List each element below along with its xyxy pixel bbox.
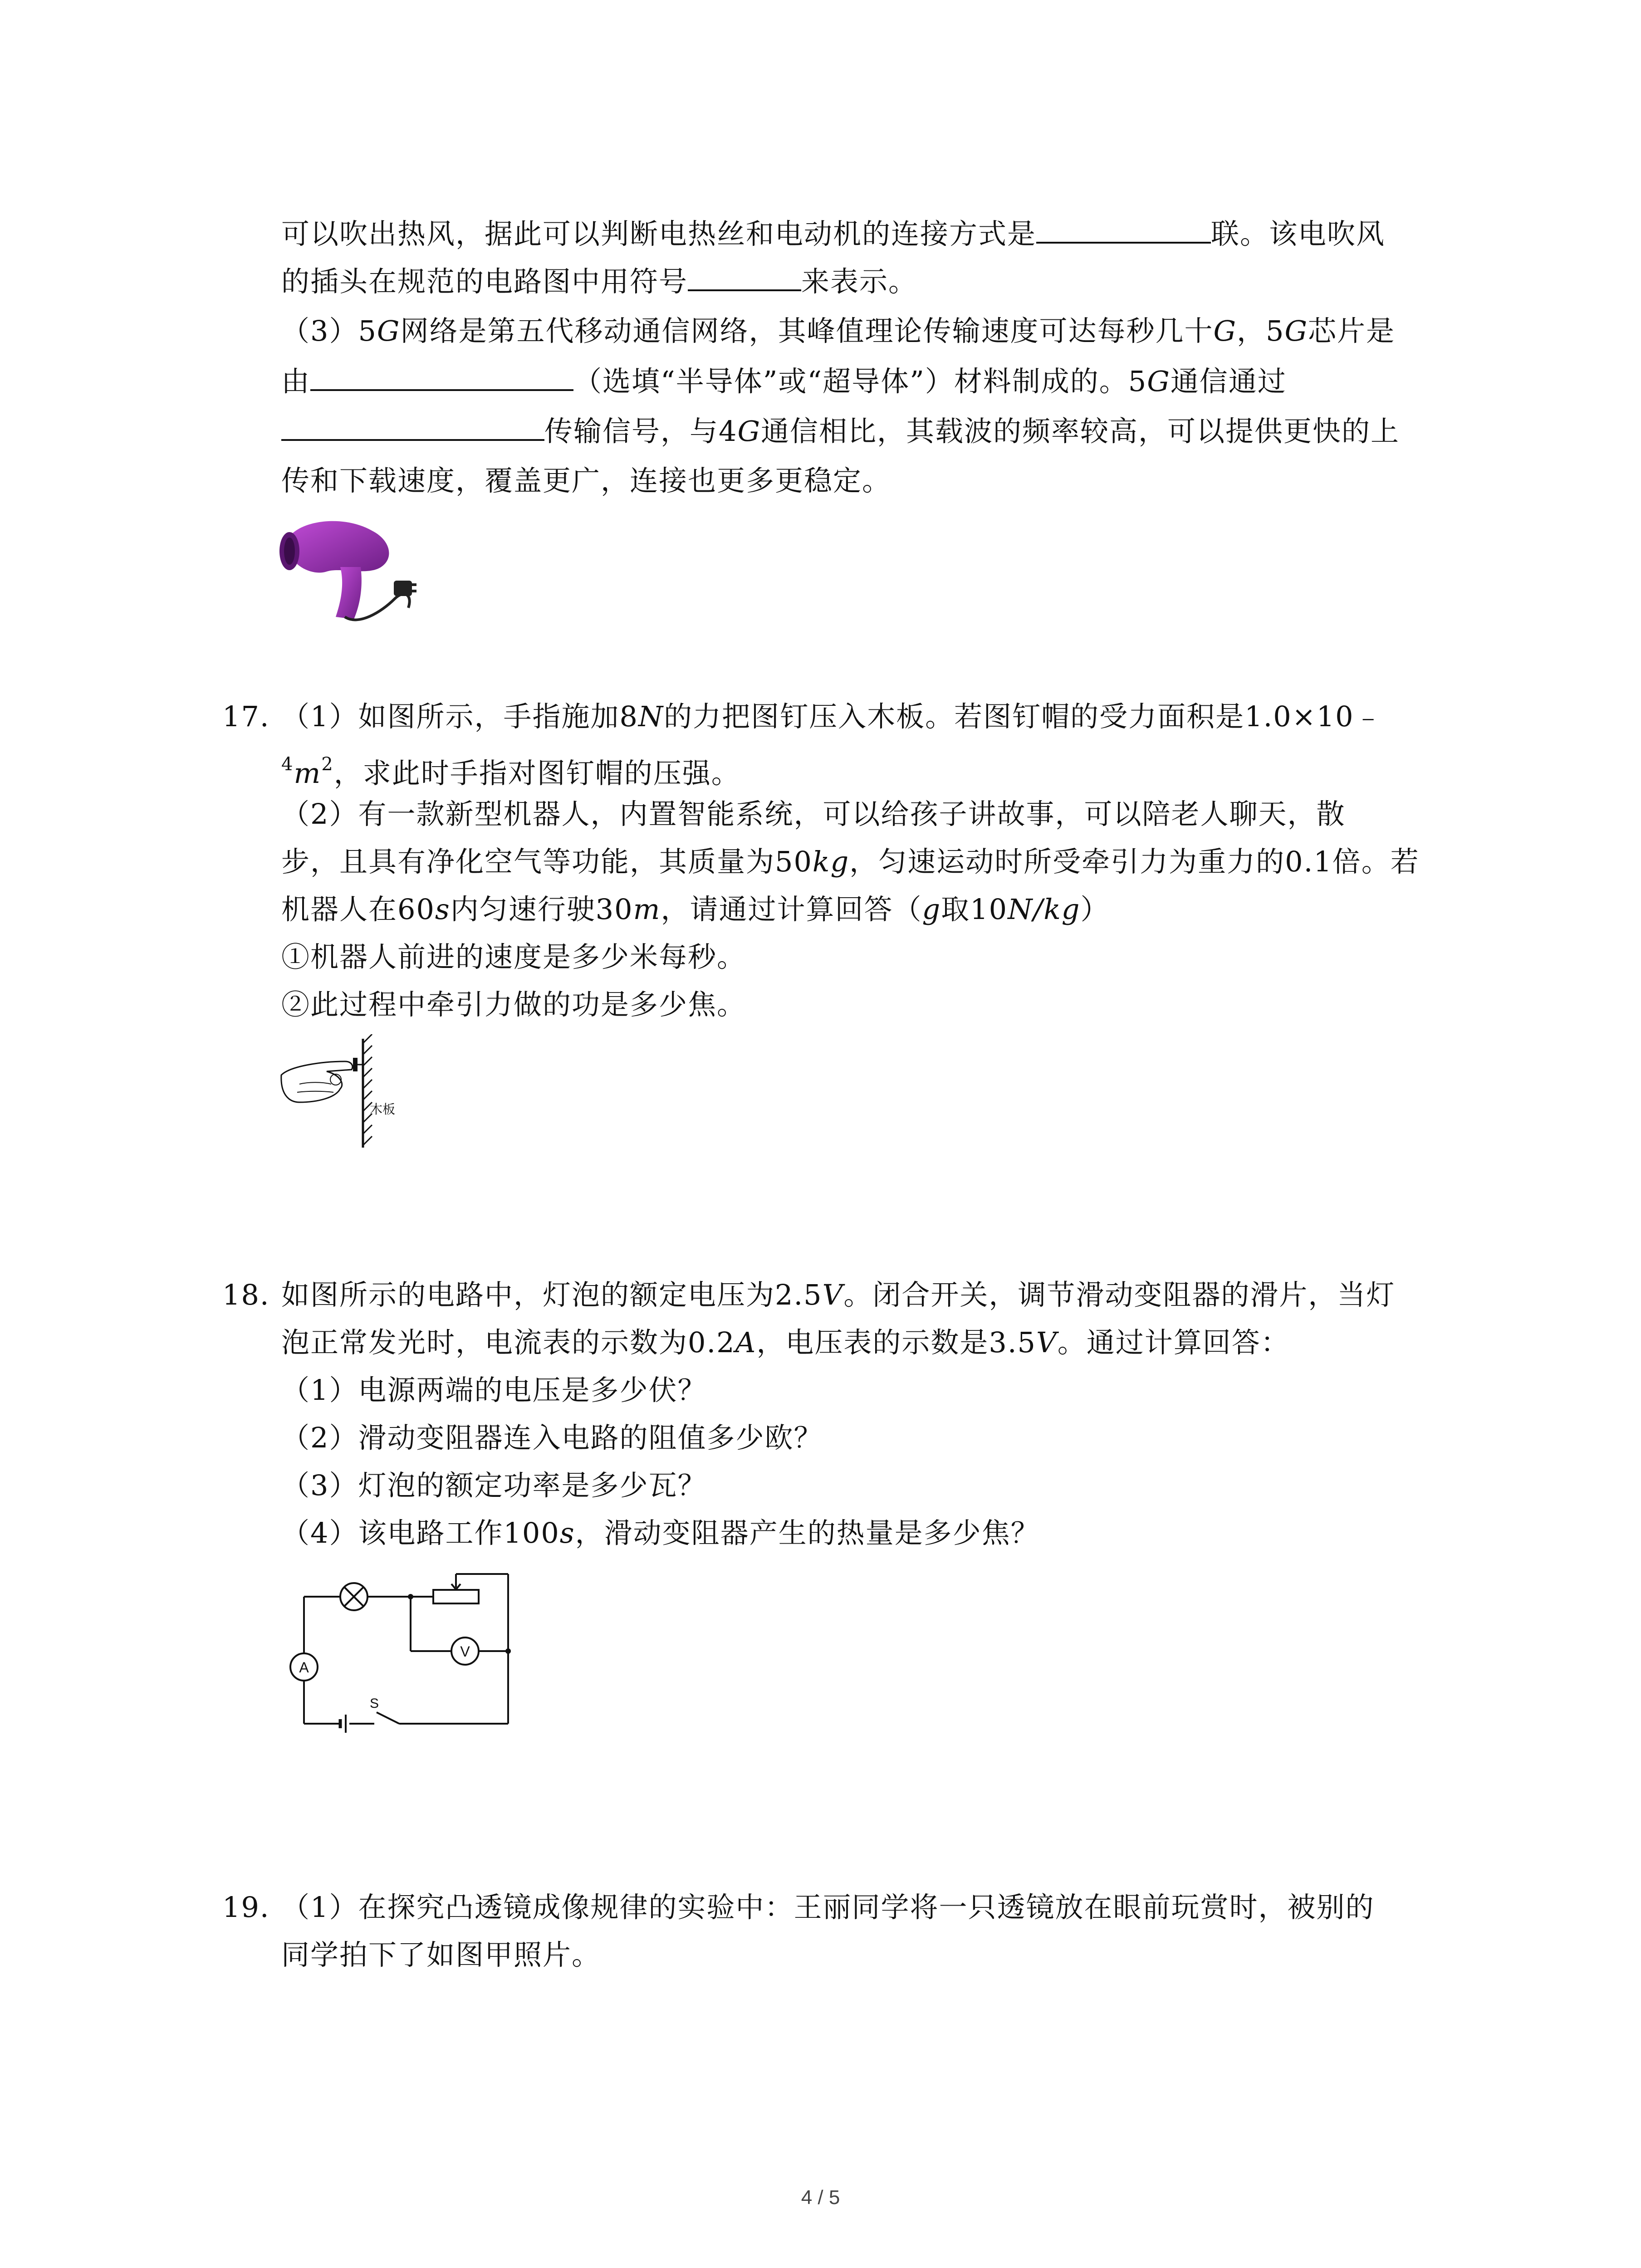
q17-line4: 步，且具有净化空气等功能，其质量为50kg，匀速运动时所受牵引力为重力的0.1倍。若 (281, 845, 1420, 878)
switch-label: S (369, 1696, 379, 1711)
q19-line2: 同学拍下了如图甲照片。 (281, 1938, 601, 1971)
answer-blank[interactable] (281, 413, 544, 441)
answer-blank[interactable] (688, 263, 801, 291)
q17-line3: （2）有一款新型机器人，内置智能系统，可以给孩子讲故事，可以陪老人聊天，散 (281, 797, 1346, 831)
finger-pin-figure (272, 1034, 417, 1152)
q18-line4: （2）滑动变阻器连入电路的阻值多少欧？ (281, 1421, 823, 1454)
q18-line6: （4）该电路工作100s，滑动变阻器产生的热量是多少焦？ (281, 1516, 1040, 1549)
q17-number: 17. (222, 700, 270, 733)
ammeter-label: A (299, 1659, 309, 1676)
q18-number: 18. (222, 1278, 270, 1311)
q16-line6: 传和下载速度，覆盖更广，连接也更多更稳定。 (281, 464, 892, 497)
q18-line2: 泡正常发光时，电流表的示数为0.2A，电压表的示数是3.5V。通过计算回答： (281, 1326, 1290, 1359)
q16-line5: 传输信号，与4G通信相比，其载波的频率较高，可以提供更快的上 (281, 413, 1400, 450)
q16-line2: 的插头在规范的电路图中用符号 来表示。 (281, 263, 917, 300)
voltmeter-label: V (460, 1643, 470, 1660)
q16-line3: （3）5G网络是第五代移动通信网络，其峰值理论传输速度可达每秒几十G，5G芯片是 (281, 314, 1395, 347)
q19-number: 19. (222, 1891, 270, 1924)
q19-line1: （1）在探究凸透镜成像规律的实验中：王丽同学将一只透镜放在眼前玩赏时，被别的 (281, 1891, 1375, 1924)
q18-line3: （1）电源两端的电压是多少伏？ (281, 1374, 707, 1407)
q17-line2: $^4m^2$，求此时手指对图钉帽的压强。 (281, 754, 740, 790)
q17-line1: （1）如图所示，手指施加8N的力把图钉压入木板。若图钉帽的受力面积是1.0×10﹣ (281, 700, 1383, 733)
answer-blank[interactable] (1036, 215, 1211, 244)
page-number: 4 / 5 (801, 2186, 840, 2209)
circuit-diagram (272, 1560, 526, 1737)
q18-line5: （3）灯泡的额定功率是多少瓦？ (281, 1469, 707, 1502)
q16-line1: 可以吹出热风，据此可以判断电热丝和电动机的连接方式是 联。该电吹风 (281, 215, 1385, 252)
answer-blank[interactable] (310, 363, 573, 391)
q17-line5: 机器人在60s内匀速行驶30m，请通过计算回答（g取10N/kg） (281, 893, 1110, 926)
q17-line6: ①机器人前进的速度是多少米每秒。 (281, 940, 746, 973)
q17-line7: ②此过程中牵引力做的功是多少焦。 (281, 988, 746, 1021)
board-label: 木板 (370, 1102, 396, 1116)
q16-line4: 由 （选填“半导体”或“超导体”）材料制成的。5G通信通过 (281, 363, 1287, 400)
q18-line1: 如图所示的电路中，灯泡的额定电压为2.5V。闭合开关，调节滑动变阻器的滑片，当灯 (281, 1278, 1396, 1311)
hair-dryer-figure (272, 503, 426, 631)
